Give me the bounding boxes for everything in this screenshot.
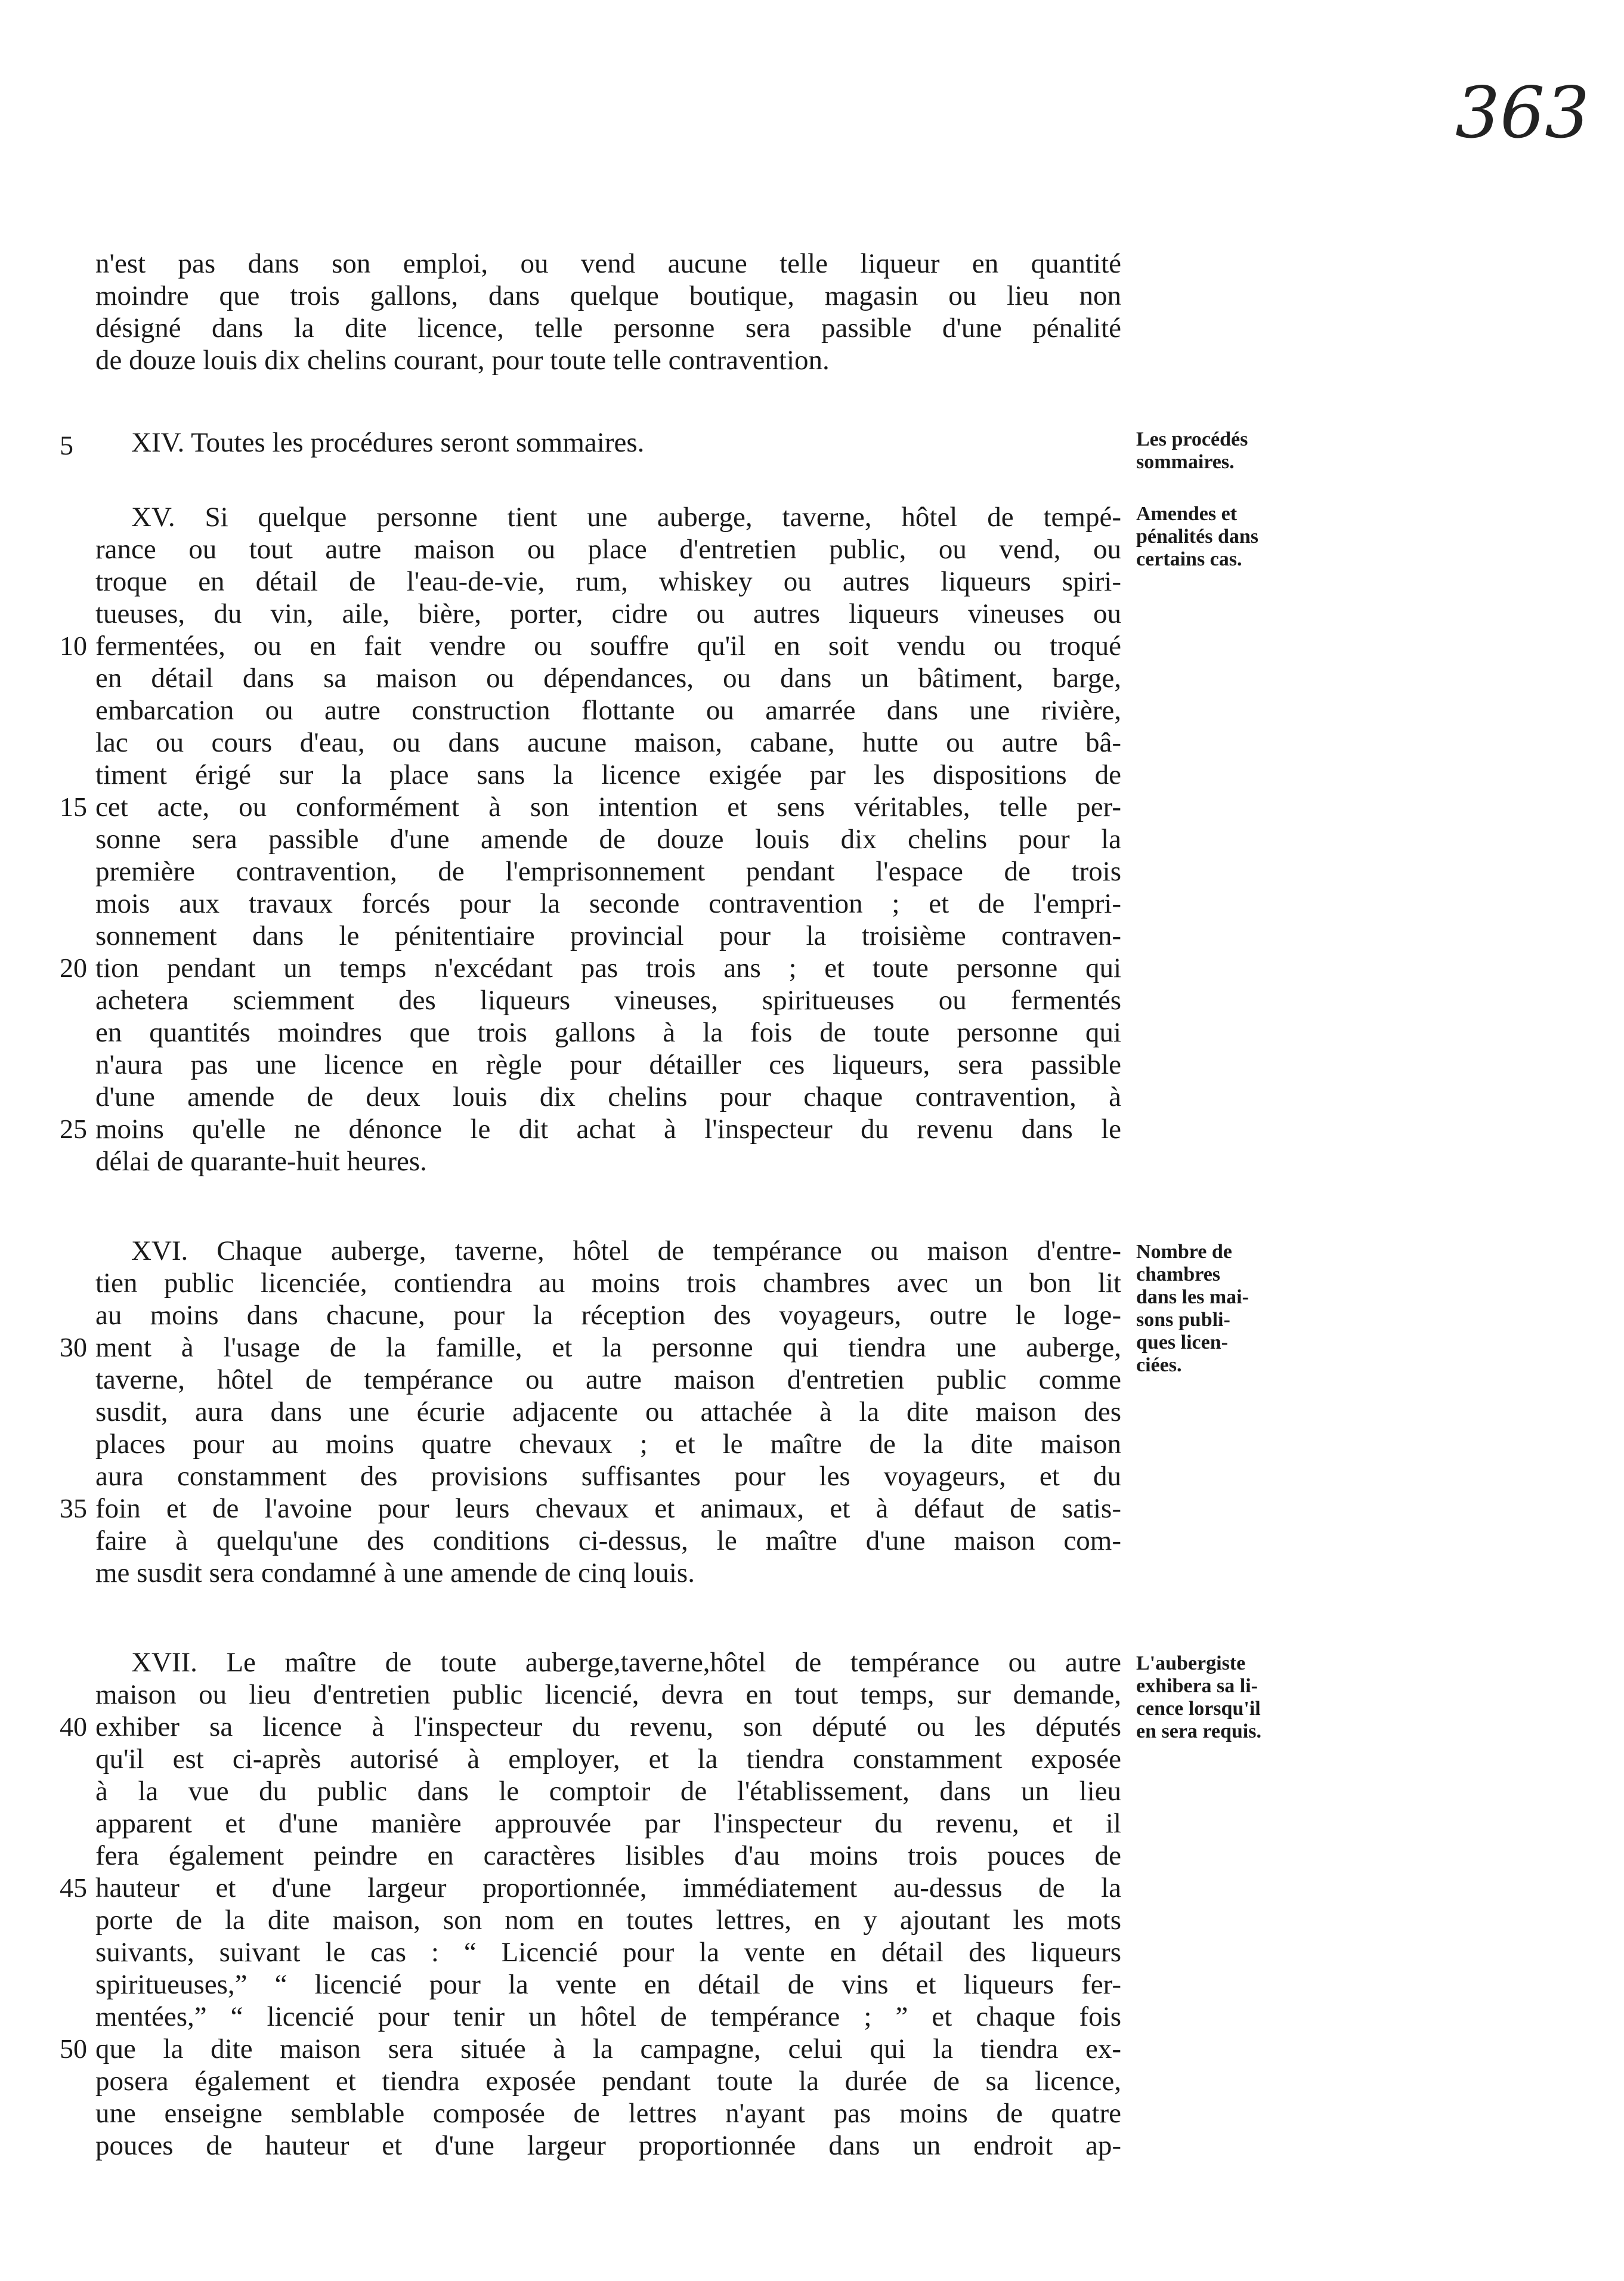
text-line: embarcation ou autre construction flottante ou amarrée dans une rivière, <box>95 695 1121 726</box>
text-line: maison ou lieu d'entretien public licencié, devra en tout temps, sur demande, <box>95 1679 1121 1710</box>
text-line: fera également peindre en caractères lisibles d'au moins trois pouces de <box>95 1840 1121 1871</box>
line-number: 40 <box>60 1711 87 1742</box>
text-line: exhiber sa licence à l'inspecteur du revenu, son député ou les députés <box>95 1711 1121 1742</box>
margin-note-line: ques licen- <box>1136 1331 1228 1353</box>
text-line: ment à l'usage de la famille, et la personne qui tiendra une auberge, <box>95 1332 1121 1363</box>
text-line: taverne, hôtel de tempérance ou autre maison d'entretien public comme <box>95 1364 1121 1395</box>
margin-note-aubergiste <box>1136 1652 1297 1743</box>
page-number: 363 <box>1455 72 1590 154</box>
text-line: suivants, suivant le cas : “ Licencié pour la vente en détail des liqueurs <box>95 1937 1121 1968</box>
margin-note-line: certains cas. <box>1136 548 1242 570</box>
margin-note-line: sommaires. <box>1136 451 1235 473</box>
line-number: 15 <box>60 792 87 822</box>
text-line: XVI. Chaque auberge, taverne, hôtel de tempérance ou maison d'entre- <box>131 1235 1121 1266</box>
line-number: 25 <box>60 1114 87 1144</box>
line-number: 20 <box>60 953 87 983</box>
text-line: tien public licenciée, contiendra au moins trois chambres avec un bon lit <box>95 1268 1121 1299</box>
line-number: 30 <box>60 1332 87 1362</box>
margin-note-line: sons publi- <box>1136 1309 1230 1331</box>
text-line: apparent et d'une manière approuvée par l'inspecteur du revenu, et il <box>95 1808 1121 1839</box>
text-line: une enseigne semblable composée de lettres n'ayant pas moins de quatre <box>95 2098 1121 2129</box>
text-line: tueuses, du vin, aile, bière, porter, cidre ou autres liqueurs vineuses ou <box>95 598 1121 629</box>
text-line: sonne sera passible d'une amende de douze louis dix chelins pour la <box>95 824 1121 855</box>
text-line: XIV. Toutes les procédures seront sommaires. <box>131 427 645 458</box>
text-line: XV. Si quelque personne tient une auberge, taverne, hôtel de tempé- <box>131 502 1121 533</box>
text-line: fermentées, ou en fait vendre ou souffre qu'il en soit vendu ou troqué <box>95 630 1121 662</box>
text-line: au moins dans chacune, pour la réception des voyageurs, outre le loge- <box>95 1300 1121 1331</box>
margin-note-line: pénalités dans <box>1136 526 1258 548</box>
text-line: qu'il est ci-après autorisé à employer, et la tiendra constamment exposée <box>95 1744 1121 1775</box>
line-number: 5 <box>60 430 73 460</box>
line-number: 35 <box>60 1493 87 1523</box>
text-line: porte de la dite maison, son nom en toutes lettres, en y ajoutant les mots <box>95 1905 1121 1936</box>
article-xv <box>95 501 1121 1177</box>
text-line: première contravention, de l'emprisonnement pendant l'espace de trois <box>95 856 1121 887</box>
text-line: faire à quelqu'une des conditions ci-dessus, le maître d'une maison com- <box>95 1525 1121 1556</box>
text-line: posera également et tiendra exposée pendant toute la durée de sa licence, <box>95 2066 1121 2097</box>
margin-note-line: cence lorsqu'il <box>1136 1698 1261 1720</box>
margin-note-amendes <box>1136 503 1297 571</box>
text-line: de douze louis dix chelins courant, pour toute telle contravention. <box>95 345 830 376</box>
text-line: cet acte, ou conformément à son intention et sens véritables, telle per- <box>95 792 1121 823</box>
margin-note-line: en sera requis. <box>1136 1720 1261 1742</box>
margin-note-chambres <box>1136 1241 1297 1377</box>
text-line: foin et de l'avoine pour leurs chevaux et animaux, et à défaut de satis- <box>95 1493 1121 1524</box>
article-xiv <box>95 426 1121 459</box>
paragraph-continuation <box>95 248 1121 376</box>
text-line: me susdit sera condamné à une amende de cinq louis. <box>95 1557 695 1588</box>
text-line: aura constamment des provisions suffisantes pour les voyageurs, et du <box>95 1461 1121 1492</box>
margin-note-line: Nombre de <box>1136 1241 1232 1263</box>
text-line: mois aux travaux forcés pour la seconde contravention ; et de l'empri- <box>95 888 1121 919</box>
text-line: sonnement dans le pénitentiaire provincial pour la troisième contraven- <box>95 920 1121 951</box>
text-line: places pour au moins quatre chevaux ; et le maître de la dite maison <box>95 1429 1121 1460</box>
text-line: en quantités moindres que trois gallons à la fois de toute personne qui <box>95 1017 1121 1048</box>
margin-note-line: dans les mai- <box>1136 1286 1249 1308</box>
article-xvi <box>95 1235 1121 1589</box>
text-line: à la vue du public dans le comptoir de l'établissement, dans un lieu <box>95 1776 1121 1807</box>
margin-note-line: ciées. <box>1136 1354 1182 1376</box>
margin-note-procedures <box>1136 428 1297 474</box>
text-line: n'aura pas une licence en règle pour détailler ces liqueurs, sera passible <box>95 1049 1121 1080</box>
text-line: délai de quarante-huit heures. <box>95 1146 427 1177</box>
text-line: n'est pas dans son emploi, ou vend aucune telle liqueur en quantité <box>95 248 1121 279</box>
margin-note-line: Amendes et <box>1136 503 1238 525</box>
margin-note-line: chambres <box>1136 1263 1221 1285</box>
text-line: d'une amende de deux louis dix chelins pour chaque contravention, à <box>95 1081 1121 1112</box>
margin-note-line: Les procédés <box>1136 428 1248 450</box>
text-line: mentées,” “ licencié pour tenir un hôtel de tempérance ; ” et chaque fois <box>95 2001 1121 2032</box>
margin-note-line: L'aubergiste <box>1136 1652 1246 1674</box>
text-line: spiritueuses,” “ licencié pour la vente en détail de vins et liqueurs fer- <box>95 1969 1121 2000</box>
margin-note-line: exhibera sa li- <box>1136 1675 1258 1697</box>
text-line: moins qu'elle ne dénonce le dit achat à l'inspecteur du revenu dans le <box>95 1114 1121 1145</box>
line-number: 45 <box>60 1872 87 1903</box>
text-line: rance ou tout autre maison ou place d'entretien public, ou vend, ou <box>95 534 1121 565</box>
text-line: que la dite maison sera située à la campagne, celui qui la tiendra ex- <box>95 2033 1121 2064</box>
text-line: susdit, aura dans une écurie adjacente ou attachée à la dite maison des <box>95 1396 1121 1427</box>
text-line: désigné dans la dite licence, telle personne sera passible d'une pénalité <box>95 313 1121 344</box>
text-line: timent érigé sur la place sans la licence exigée par les dispositions de <box>95 759 1121 790</box>
text-line: pouces de hauteur et d'une largeur proportionnée dans un endroit ap- <box>95 2130 1121 2161</box>
line-number: 10 <box>60 630 87 661</box>
text-line: hauteur et d'une largeur proportionnée, immédiatement au-dessus de la <box>95 1872 1121 1903</box>
line-number: 50 <box>60 2033 87 2064</box>
text-line: lac ou cours d'eau, ou dans aucune maison, cabane, hutte ou autre bâ- <box>95 727 1121 758</box>
text-line: troque en détail de l'eau-de-vie, rum, whiskey ou autres liqueurs spiri- <box>95 566 1121 597</box>
text-line: en détail dans sa maison ou dépendances, ou dans un bâtiment, barge, <box>95 663 1121 694</box>
text-line: moindre que trois gallons, dans quelque boutique, magasin ou lieu non <box>95 280 1121 311</box>
text-line: XVII. Le maître de toute auberge,taverne,hôtel de tempérance ou autre <box>131 1647 1121 1678</box>
text-line: achetera sciemment des liqueurs vineuses, spiritueuses ou fermentés <box>95 985 1121 1016</box>
article-xvii <box>95 1646 1121 2162</box>
text-line: tion pendant un temps n'excédant pas trois ans ; et toute personne qui <box>95 953 1121 984</box>
